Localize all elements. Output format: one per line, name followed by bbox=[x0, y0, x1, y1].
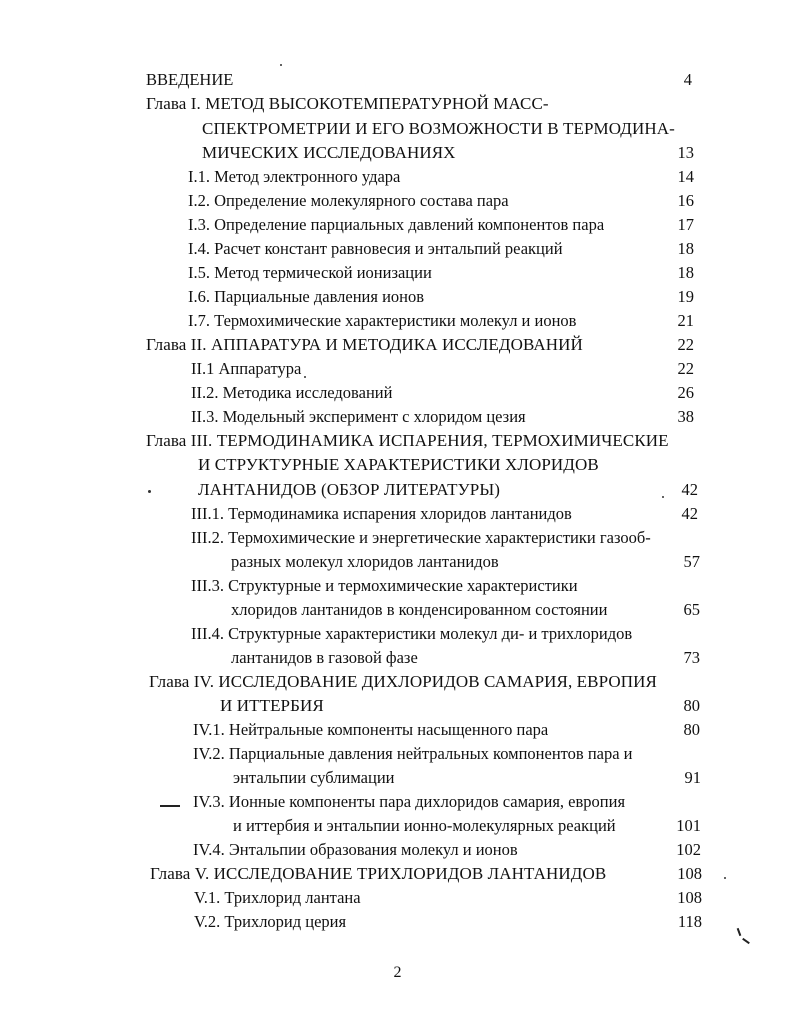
toc-page: 118 bbox=[677, 912, 702, 931]
section-title: IV.1. Нейтральные компоненты насыщенного пара bbox=[193, 720, 549, 739]
toc-page: 21 bbox=[677, 311, 694, 330]
toc-page: 26 bbox=[677, 383, 694, 402]
chapter-title-line: Глава II. АППАРАТУРА И МЕТОДИКА ИССЛЕДОВАНИЙ bbox=[146, 335, 583, 354]
section-title: V.1. Трихлорид лантана bbox=[194, 888, 361, 907]
toc-page: 101 bbox=[676, 816, 701, 835]
toc-page: 73 bbox=[683, 648, 700, 667]
chapter-title-line: Глава V. ИССЛЕДОВАНИЕ ТРИХЛОРИДОВ ЛАНТАНИДОВ bbox=[150, 864, 607, 883]
scan-speck bbox=[304, 376, 306, 378]
toc-page: 4 bbox=[683, 70, 692, 89]
chapter-title-line: СПЕКТРОМЕТРИИ И ЕГО ВОЗМОЖНОСТИ В ТЕРМОДИНА- bbox=[202, 119, 675, 138]
toc-page: 16 bbox=[677, 191, 694, 210]
section-title: II.2. Методика исследований bbox=[191, 383, 393, 402]
toc-title: ВВЕДЕНИЕ bbox=[146, 70, 234, 89]
scan-speck bbox=[148, 490, 151, 493]
section-title: хлоридов лантанидов в конденсированном состоянии bbox=[231, 600, 608, 619]
toc-page: 65 bbox=[683, 600, 700, 619]
section-title: III.1. Термодинамика испарения хлоридов лантанидов bbox=[191, 504, 572, 523]
toc-page: 13 bbox=[677, 143, 694, 162]
toc-page: 22 bbox=[677, 335, 694, 354]
scan-mark bbox=[742, 938, 750, 944]
section-title: II.3. Модельный эксперимент с хлоридом цезия bbox=[191, 407, 526, 426]
toc-page: 80 bbox=[683, 696, 700, 715]
section-title: I.1. Метод электронного удара bbox=[188, 167, 401, 186]
scan-speck bbox=[724, 877, 726, 879]
toc-page: 17 bbox=[677, 215, 694, 234]
scan-mark bbox=[160, 805, 180, 807]
toc-page: 108 bbox=[677, 888, 702, 907]
section-title: I.5. Метод термической ионизации bbox=[188, 263, 432, 282]
section-title: энтальпии сублимации bbox=[233, 768, 395, 787]
toc-page: 19 bbox=[677, 287, 694, 306]
toc-page: 102 bbox=[676, 840, 701, 859]
chapter-title-line: Глава I. МЕТОД ВЫСОКОТЕМПЕРАТУРНОЙ МАСС- bbox=[146, 94, 549, 113]
toc-page: 18 bbox=[677, 239, 694, 258]
toc-page: 80 bbox=[683, 720, 700, 739]
scan-mark bbox=[737, 928, 742, 936]
section-title: I.4. Расчет констант равновесия и энтальпий реакций bbox=[188, 239, 563, 258]
section-title: I.3. Определение парциальных давлений компонентов пара bbox=[188, 215, 605, 234]
section-title: I.7. Термохимические характеристики молекул и ионов bbox=[188, 311, 577, 330]
section-title: и иттербия и энтальпии ионно-молекулярных реакций bbox=[233, 816, 616, 835]
section-title: лантанидов в газовой фазе bbox=[231, 648, 418, 667]
section-title: II.1 Аппаратура bbox=[191, 359, 302, 378]
section-title: V.2. Трихлорид церия bbox=[194, 912, 347, 931]
chapter-title-line: И СТРУКТУРНЫЕ ХАРАКТЕРИСТИКИ ХЛОРИДОВ bbox=[198, 455, 599, 474]
section-title: IV.4. Энтальпии образования молекул и ионов bbox=[193, 840, 518, 859]
toc-page: 108 bbox=[677, 864, 702, 883]
section-title: I.2. Определение молекулярного состава пара bbox=[188, 191, 509, 210]
chapter-title-line: ЛАНТАНИДОВ (ОБЗОР ЛИТЕРАТУРЫ) bbox=[198, 480, 501, 499]
section-title: IV.2. Парциальные давления нейтральных компонентов пара и bbox=[193, 744, 633, 763]
section-title: III.4. Структурные характеристики молекул ди- и трихлоридов bbox=[191, 624, 633, 643]
scan-speck bbox=[662, 496, 664, 498]
page-number: 2 bbox=[393, 964, 402, 981]
toc-page: 57 bbox=[683, 552, 700, 571]
toc-page: 42 bbox=[681, 504, 698, 523]
chapter-title-line: Глава III. ТЕРМОДИНАМИКА ИСПАРЕНИЯ, ТЕРМОХИМИЧЕСКИЕ bbox=[146, 431, 669, 450]
chapter-title-line: Глава IV. ИССЛЕДОВАНИЕ ДИХЛОРИДОВ САМАРИЯ, ЕВРОПИЯ bbox=[149, 672, 657, 691]
toc-page: 42 bbox=[681, 480, 698, 499]
toc-page: 18 bbox=[677, 263, 694, 282]
section-title: I.6. Парциальные давления ионов bbox=[188, 287, 425, 306]
toc-page: 91 bbox=[684, 768, 701, 787]
toc-page: 14 bbox=[677, 167, 694, 186]
chapter-title-line: МИЧЕСКИХ ИССЛЕДОВАНИЯХ bbox=[202, 143, 456, 162]
section-title: III.3. Структурные и термохимические характеристики bbox=[191, 576, 578, 595]
chapter-title-line: И ИТТЕРБИЯ bbox=[220, 696, 324, 715]
section-title: разных молекул хлоридов лантанидов bbox=[231, 552, 499, 571]
section-title: IV.3. Ионные компоненты пара дихлоридов самария, европия bbox=[193, 792, 626, 811]
section-title: III.2. Термохимические и энергетические характеристики газооб- bbox=[191, 528, 651, 547]
toc-page: 22 bbox=[677, 359, 694, 378]
scan-speck bbox=[280, 64, 282, 66]
toc-page: 38 bbox=[677, 407, 694, 426]
